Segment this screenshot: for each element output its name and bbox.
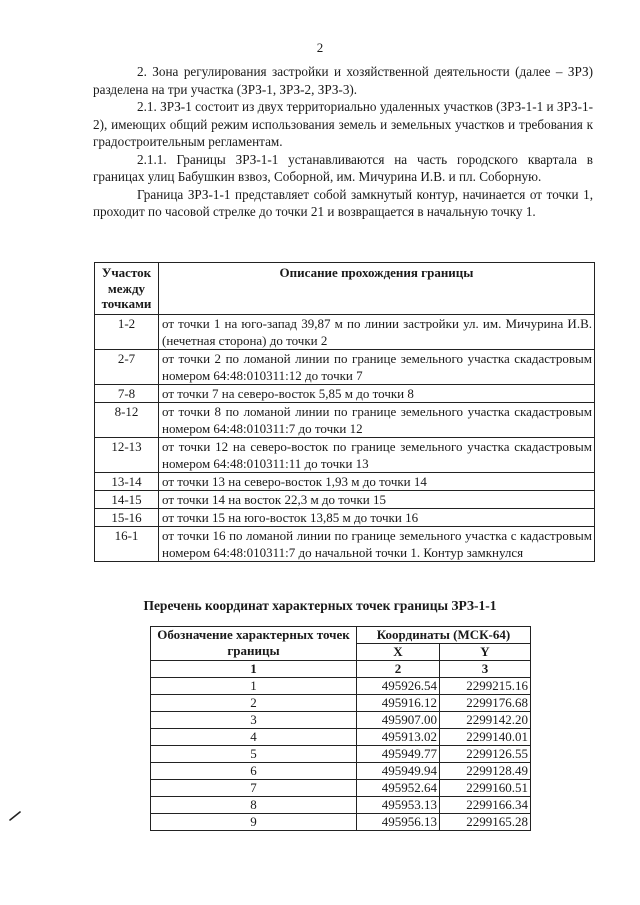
column-number-2: 2 (357, 661, 440, 678)
boundary-segment: 13-14 (95, 472, 159, 490)
coordinate-y: 2299126.55 (440, 746, 531, 763)
boundary-row (95, 314, 595, 349)
coordinate-row (151, 729, 531, 746)
boundary-row (95, 526, 595, 561)
boundary-row (95, 437, 595, 472)
boundary-row (95, 490, 595, 508)
boundary-row (95, 384, 595, 402)
coordinate-y: 2299160.51 (440, 780, 531, 797)
coordinate-y: 2299165.28 (440, 814, 531, 831)
paragraph-zrz-definition: 2. Зона регулирования застройки и хозяйственной деятельности (далее – ЗРЗ) разделена на три участка (ЗРЗ-1, ЗРЗ-2, ЗРЗ-3). (93, 64, 593, 97)
boundary-description: от точки 1 на юго-запад 39,87 м по линии застройки ул. им. Мичурина И.В. (нечетная сторона) до точки 2 (159, 314, 595, 349)
coordinate-x: 495916.12 (357, 695, 440, 712)
header-point-designation: Обозначение характерных точек границы (151, 627, 357, 661)
coordinate-x: 495926.54 (357, 678, 440, 695)
boundary-row (95, 508, 595, 526)
coordinate-x: 495956.13 (357, 814, 440, 831)
boundary-segment: 12-13 (95, 437, 159, 472)
boundary-segment: 8-12 (95, 402, 159, 437)
boundary-segment: 16-1 (95, 526, 159, 561)
coordinate-row (151, 678, 531, 695)
boundary-segment: 15-16 (95, 508, 159, 526)
coordinate-row (151, 695, 531, 712)
coordinates-table (150, 626, 531, 831)
coordinate-y: 2299166.34 (440, 797, 531, 814)
paragraph-zrz1-composition: 2.1. ЗРЗ-1 состоит из двух территориально удаленных участков (ЗРЗ-1-1 и ЗРЗ-1-2), имеющих общий режим использования земель и земельных участков и требования к градостроительным регламентам. (93, 99, 593, 149)
boundary-segment: 14-15 (95, 490, 159, 508)
boundary-description: от точки 16 по ломаной линии по границе земельного участка с кадастровым номером 64:48:010311:7 до начальной точки 1. Контур замкнулся (159, 526, 595, 561)
coordinate-y: 2299142.20 (440, 712, 531, 729)
column-number-3: 3 (440, 661, 531, 678)
boundary-description: от точки 15 на юго-восток 13,85 м до точки 16 (159, 508, 595, 526)
coordinate-row (151, 763, 531, 780)
coordinate-y: 2299140.01 (440, 729, 531, 746)
coordinate-y: 2299128.49 (440, 763, 531, 780)
coordinate-row (151, 780, 531, 797)
coordinate-x: 495907.00 (357, 712, 440, 729)
coordinate-x: 495949.77 (357, 746, 440, 763)
point-number: 1 (151, 678, 357, 695)
body-text (93, 63, 593, 221)
paragraph-zrz11-boundaries: 2.1.1. Границы ЗРЗ-1-1 устанавливаются на часть городского квартала в границах улиц Бабушкин взвоз, Соборной, им. Мичурина И.В. и пл. Соборную. (93, 151, 593, 184)
coordinate-x: 495953.13 (357, 797, 440, 814)
boundary-description: от точки 14 на восток 22,3 м до точки 15 (159, 490, 595, 508)
paragraph-contour-description: Граница ЗРЗ-1-1 представляет собой замкнутый контур, начинается от точки 1, проходит по часовой стрелке до точки 21 и возвращается в начальную точку 1. (93, 186, 593, 219)
boundary-description: от точки 7 на северо-восток 5,85 м до точки 8 (159, 384, 595, 402)
boundary-segment: 1-2 (95, 314, 159, 349)
coordinate-x: 495913.02 (357, 729, 440, 746)
header-segment: Участок между точками (95, 263, 159, 315)
header-x: X (357, 644, 440, 661)
boundary-table-header (95, 263, 595, 315)
point-number: 9 (151, 814, 357, 831)
point-number: 6 (151, 763, 357, 780)
coords-table-title: Перечень координат характерных точек границы ЗРЗ-1-1 (143, 598, 497, 613)
coordinate-row (151, 814, 531, 831)
coordinate-y: 2299215.16 (440, 678, 531, 695)
boundary-row (95, 472, 595, 490)
boundary-row (95, 349, 595, 384)
header-description: Описание прохождения границы (159, 263, 595, 315)
column-number-1: 1 (151, 661, 357, 678)
point-number: 5 (151, 746, 357, 763)
point-number: 8 (151, 797, 357, 814)
coordinate-row (151, 746, 531, 763)
boundary-description: от точки 12 на северо-восток по границе земельного участка скадастровым номером 64:48:010311:11 до точки 13 (159, 437, 595, 472)
coordinate-x: 495949.94 (357, 763, 440, 780)
page-number: 2 (316, 40, 324, 55)
boundary-segment: 2-7 (95, 349, 159, 384)
boundary-row (95, 402, 595, 437)
point-number: 7 (151, 780, 357, 797)
boundary-description: от точки 13 на северо-восток 1,93 м до точки 14 (159, 472, 595, 490)
coordinate-row (151, 797, 531, 814)
header-y: Y (440, 644, 531, 661)
point-number: 4 (151, 729, 357, 746)
boundary-description: от точки 8 по ломаной линии по границе земельного участка скадастровым номером 64:48:010311:7 до точки 12 (159, 402, 595, 437)
boundary-description: от точки 2 по ломаной линии по границе земельного участка скадастровым номером 64:48:010311:12 до точки 7 (159, 349, 595, 384)
coordinate-x: 495952.64 (357, 780, 440, 797)
boundary-description-table (94, 262, 595, 562)
header-coordinates: Координаты (МСК-64) (357, 627, 531, 644)
point-number: 3 (151, 712, 357, 729)
point-number: 2 (151, 695, 357, 712)
coordinate-row (151, 712, 531, 729)
coordinate-y: 2299176.68 (440, 695, 531, 712)
boundary-segment: 7-8 (95, 384, 159, 402)
pen-mark (8, 808, 22, 822)
